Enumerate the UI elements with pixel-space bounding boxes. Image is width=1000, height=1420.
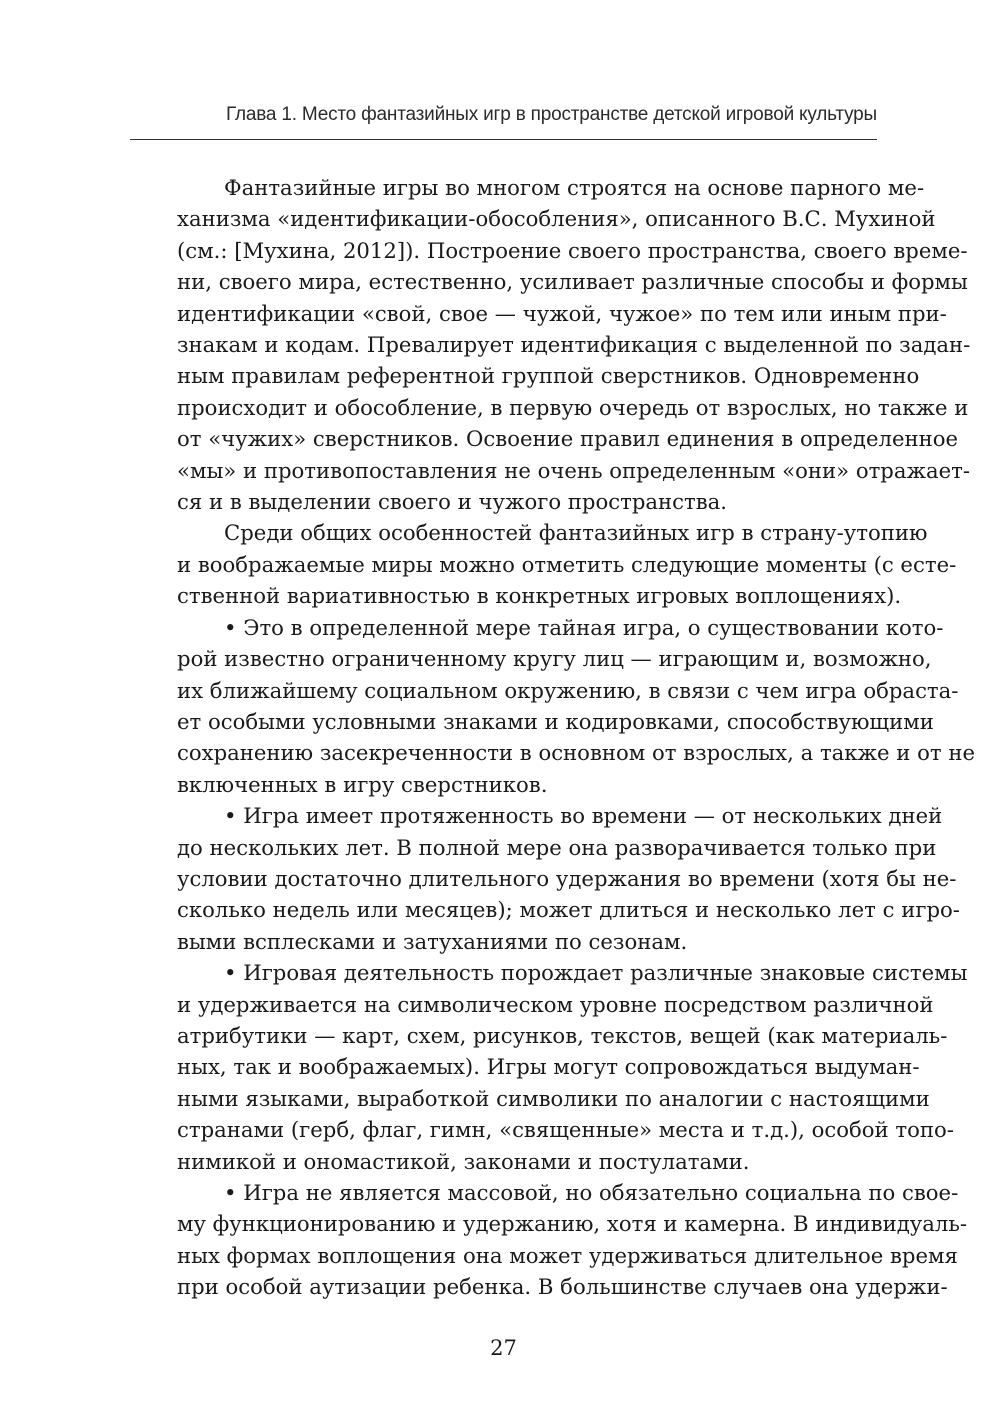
bullet-paragraph bbox=[130, 800, 960, 957]
text-line: му функционированию и удержанию, хотя и камерна. В индивидуаль- bbox=[177, 1211, 968, 1237]
text-line: рой известно ограниченному кругу лиц — играющим и, возможно, bbox=[177, 646, 932, 672]
text-line: ся и в выделении своего и чужого пространства. bbox=[177, 489, 728, 515]
text-line: условии достаточно длительного удержания во времени (хотя бы не- bbox=[177, 865, 957, 891]
text-line: ными языками, выработкой символики по аналогии с настоящими bbox=[177, 1085, 930, 1111]
text-line: • Игра не является массовой, но обязательно социальна по свое- bbox=[224, 1180, 959, 1205]
bullet-paragraph bbox=[130, 957, 968, 1177]
text-line: и удерживается на символическом уровне посредством различной bbox=[177, 991, 934, 1017]
page-number: 27 bbox=[490, 1336, 517, 1360]
text-line: при особой аутизации ребенка. В большинстве случаев она удержи- bbox=[177, 1274, 948, 1300]
text-line: «мы» и противопоставления не очень определенным «они» отражает- bbox=[177, 457, 971, 483]
text-line: ни, своего мира, естественно, усиливает различные способы и формы bbox=[177, 269, 968, 295]
text-line: странами (герб, флаг, гимн, «священные» места и т.д.), особой топо- bbox=[177, 1117, 954, 1143]
text-line: • Игра имеет протяженность во времени — от нескольких дней bbox=[224, 803, 943, 829]
text-line: ных, так и воображаемых). Игры могут сопровождаться выдуман- bbox=[177, 1054, 920, 1080]
bullet-paragraph bbox=[130, 1177, 968, 1303]
text-line: ственной вариативностью в конкретных игровых воплощениях). bbox=[177, 583, 902, 609]
body-text bbox=[130, 172, 976, 1303]
text-line: Фантазийные игры во многом строятся на основе парного ме- bbox=[224, 175, 925, 200]
text-line: и воображаемые миры можно отметить следующие моменты (с есте- bbox=[177, 551, 957, 577]
text-line: • Это в определенной мере тайная игра, о существовании кото- bbox=[224, 614, 944, 640]
text-line: ных формах воплощения она может удерживаться длительное время bbox=[177, 1242, 958, 1268]
paragraph bbox=[130, 517, 957, 611]
text-line: от «чужих» сверстников. Освоение правил единения в определенное bbox=[177, 426, 959, 452]
text-line: Среди общих особенностей фантазийных игр в страну-утопию bbox=[224, 520, 928, 546]
text-line: происходит и обособление, в первую очередь от взрослых, но также и bbox=[177, 394, 969, 420]
text-line: до нескольких лет. В полной мере она разворачивается только при bbox=[177, 834, 937, 860]
bullet-paragraph bbox=[130, 612, 976, 800]
text-line: знакам и кодам. Превалирует идентификация с выделенной по задан- bbox=[177, 332, 971, 358]
running-header: Глава 1. Место фантазийных игр в пространстве детской игровой культуры bbox=[225, 104, 877, 125]
text-line: сколько недель или месяцев); может длиться и несколько лет с игро- bbox=[177, 897, 960, 923]
text-line: атрибутики — карт, схем, рисунков, текстов, вещей (как материаль- bbox=[177, 1022, 948, 1048]
text-line: их ближайшему социальном окружению, в связи с чем игра обраста- bbox=[177, 677, 959, 703]
text-line: • Игровая деятельность порождает различные знаковые системы bbox=[224, 960, 968, 986]
paragraph bbox=[130, 172, 971, 517]
text-line: сохранению засекреченности в основном от взрослых, а также и от не bbox=[177, 740, 976, 766]
text-line: выми всплесками и затуханиями по сезонам. bbox=[177, 928, 688, 954]
text-line: (см.: [Мухина, 2012]). Построение своего пространства, своего време- bbox=[177, 237, 968, 263]
text-line: нимикой и ономастикой, законами и постулатами. bbox=[177, 1148, 750, 1174]
text-line: ет особыми условными знаками и кодировками, способствующими bbox=[177, 708, 934, 734]
text-line: включенных в игру сверстников. bbox=[177, 771, 548, 797]
text-line: ным правилам референтной группой сверстников. Одновременно bbox=[177, 363, 920, 389]
text-line: ханизма «идентификации-обособления», описанного В.С. Мухиной bbox=[177, 206, 936, 232]
header-rule bbox=[130, 139, 877, 140]
text-line: идентификации «свой, свое — чужой, чужое» по тем или иным при- bbox=[177, 300, 947, 326]
